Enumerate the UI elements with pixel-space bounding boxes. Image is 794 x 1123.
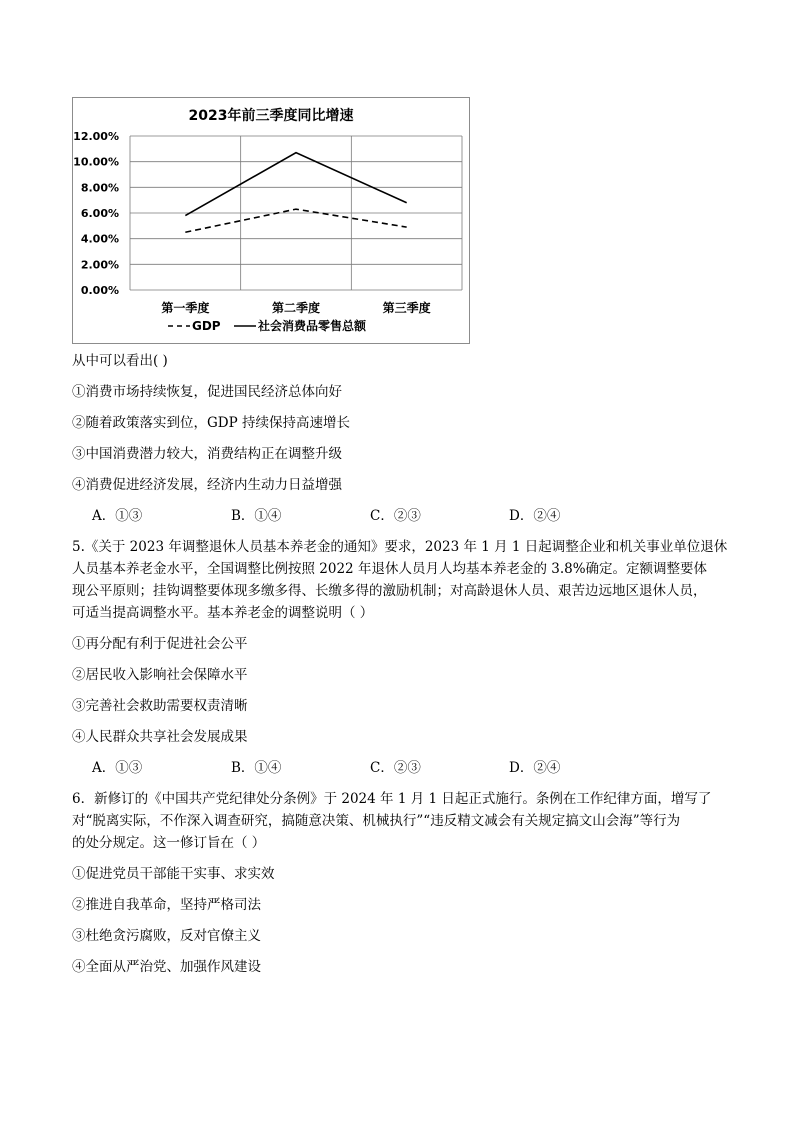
- q6-item-4: ④全面从严治党、加强作风建设: [72, 959, 261, 975]
- y-tick-label: 6.00%: [80, 207, 119, 220]
- q6-stem: [72, 788, 762, 854]
- q6-line-3: 的处分规定。这一修订旨在（ ）: [72, 835, 266, 851]
- q6-item-2: ②推进自我革命，坚持严格司法: [72, 897, 261, 913]
- q5-option-a[interactable]: A．①③: [92, 760, 143, 776]
- q4-option-b[interactable]: B．①④: [231, 508, 282, 524]
- q4-option-a[interactable]: A．①③: [92, 508, 143, 524]
- q5-item-1: ①再分配有利于促进社会公平: [72, 636, 248, 652]
- q5-option-c[interactable]: C．②③: [370, 760, 421, 776]
- q4-item-3: ③中国消费潜力较大，消费结构正在调整升级: [72, 446, 342, 462]
- q6-line-2: 对“脱离实际，不作深入调查研究，搞随意决策、机械执行”“违反精文减会有关规定搞文山会海”等行为: [72, 813, 681, 829]
- q4-item-4: ④消费促进经济发展，经济内生动力日益增强: [72, 477, 342, 493]
- y-tick-label: 10.00%: [73, 155, 119, 169]
- q5-item-2: ②居民收入影响社会保障水平: [72, 667, 248, 683]
- q5-line-4: 可适当提高调整水平。基本养老金的调整说明（ ）: [72, 605, 374, 621]
- y-tick-label: 4.00%: [80, 232, 119, 246]
- q5-option-d[interactable]: D．②④: [509, 760, 561, 776]
- q5-option-b[interactable]: B．①④: [231, 760, 282, 776]
- y-tick-label: 2.00%: [80, 258, 119, 272]
- growth-chart-svg: [72, 97, 470, 344]
- q4-stem: 从中可以看出( ): [72, 353, 168, 369]
- q5-options: [72, 757, 762, 788]
- q5-stem: [72, 536, 762, 624]
- q6-item-3: ③杜绝贪污腐败，反对官僚主义: [72, 928, 261, 944]
- growth-chart: [72, 97, 470, 344]
- q5-line-3: 现公平原则；挂钩调整要体现多缴多得、长缴多得的激励机制；对高龄退休人员、艰苦边远地区退休人员，: [72, 583, 707, 599]
- y-tick-label: 0.00%: [80, 284, 119, 297]
- q5-line-1: 5.《关于 2023 年调整退休人员基本养老金的通知》要求，2023 年 1 月 1 日起调整企业和机关事业单位退休: [72, 539, 728, 555]
- q4-item-2: ②随着政策落实到位，GDP 持续保持高速增长: [72, 415, 350, 431]
- x-tick-label: 第二季度: [271, 301, 321, 315]
- q4-option-c[interactable]: C．②③: [370, 508, 421, 524]
- q5-line-2: 人员基本养老金水平，全国调整比例按照 2022 年退休人员月人均基本养老金的 3.8%确定。定额调整要体: [72, 561, 708, 577]
- q4-item-1: ①消费市场持续恢复，促进国民经济总体向好: [72, 384, 342, 400]
- q6-line-1: 6．新修订的《中国共产党纪律处分条例》于 2024 年 1 月 1 日起正式施行。条例在工作纪律方面，增写了: [72, 791, 712, 807]
- q5-item-3: ③完善社会救助需要权责清晰: [72, 698, 248, 714]
- y-tick-label: 12.00%: [73, 130, 119, 143]
- legend-label: GDP: [192, 319, 221, 333]
- x-tick-label: 第一季度: [161, 301, 210, 315]
- q4-option-d[interactable]: D．②④: [509, 508, 561, 524]
- q5-item-4: ④人民群众共享社会发展成果: [72, 729, 248, 745]
- q6-item-1: ①促进党员干部能干实事、求实效: [72, 866, 275, 882]
- legend-label: 社会消费品零售总额: [258, 319, 367, 333]
- chart-title: 2023年前三季度同比增速: [188, 108, 354, 124]
- y-tick-label: 8.00%: [80, 181, 119, 195]
- q4-options: [72, 505, 762, 536]
- x-tick-label: 第三季度: [382, 301, 431, 315]
- question-text: [72, 350, 762, 987]
